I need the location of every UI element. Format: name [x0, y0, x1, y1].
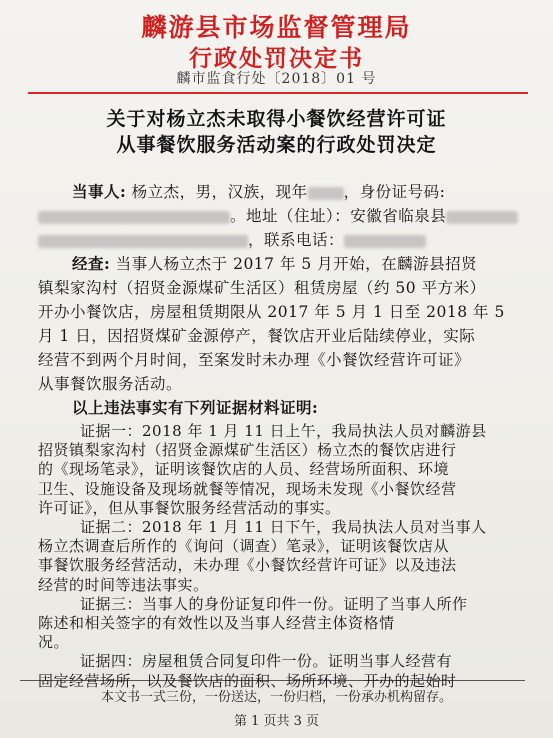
- party-phone-label: ，联系电话：: [248, 231, 345, 249]
- findings-line-3: 开办小餐饮店，房屋租赁期限从 2017 年 5 月 1 日至 2018 年 5: [38, 303, 505, 321]
- party-line-3: [38, 228, 426, 250]
- party-name-text: 杨立杰，男，汉族，现年: [126, 183, 308, 201]
- evidence-line-9: 经营的时间等违法事实。: [38, 575, 209, 594]
- redacted-age: [308, 187, 344, 200]
- case-title-line-1: 关于对杨立杰未取得小餐饮经营许可证: [106, 108, 447, 130]
- evidence-line-2: 招贤镇梨家沟村（招贤金源煤矿生活区）杨立杰的餐饮店进行: [38, 441, 457, 460]
- findings-line-4: 月 1 日，因招贤煤矿金源停产，餐饮店开业后陆续停业，实际: [38, 327, 476, 345]
- footer-note: 本文书一式三份，一份送达，一份归档，一份承办机构留存。: [100, 690, 452, 705]
- party-id-label: ，身份证号码:: [343, 183, 446, 201]
- party-line-1: [72, 180, 445, 202]
- evidence-line-3: 的《现场笔录》，证明该餐饮店的人员、经营场所面积、环境: [38, 460, 450, 479]
- redacted-address-continued: [38, 235, 248, 248]
- evidence-line-5: 许可证》，但从事餐饮服务经营活动的事实。: [38, 498, 341, 517]
- redacted-phone: [344, 235, 426, 248]
- evidence-line-13: 证据四：房屋租赁合同复印件一份。证明当事人经营有: [80, 652, 453, 671]
- document-number: 麟市监食行处〔2018〕01 号: [176, 71, 377, 87]
- evidence-line-14: 固定经营场所，以及餐饮店的面积、场所环境、开办的起始时: [38, 671, 457, 690]
- redacted-address: [446, 211, 518, 224]
- party-label: 当事人:: [72, 182, 127, 201]
- findings-line-5: 经营不到两个月时间，至案发时未办理《小餐饮经营许可证》: [38, 351, 471, 369]
- evidence-line-8: 事餐饮服务经营活动，未办理《小餐饮经营许可证》以及违法: [38, 556, 457, 575]
- findings-text-0: 当事人杨立杰于 2017 年 5 月开始，在麟游县招贤: [110, 255, 478, 273]
- case-title-line-2: 从事餐饮服务活动案的行政处罚决定: [116, 134, 437, 156]
- redacted-id-number: [38, 211, 230, 224]
- findings-line-2: 镇梨家沟村（招贤金源煤矿生活区）租赁房屋（约 50 平方米）: [38, 279, 486, 297]
- evidence-line-10: 证据三：当事人的身份证复印件一份。证明了当事人所作: [80, 594, 468, 613]
- evidence-line-6: 证据二：2018 年 1 月 11 日下午，我局执法人员对当事人: [80, 518, 487, 536]
- evidence-line-12: 况。: [38, 633, 70, 652]
- evidence-line-11: 陈述和相关签字的有效性以及当事人经营主体资格情: [38, 614, 395, 632]
- findings-line-1: [72, 252, 477, 274]
- header-red-rule: [28, 92, 528, 94]
- findings-label: 经查:: [72, 254, 111, 273]
- document-type-title: 行政处罚决定书: [189, 45, 364, 72]
- issuing-authority-title: 麟游县市场监督管理局: [141, 13, 412, 42]
- evidence-heading: 以上违法事实有下列证据材料证明:: [72, 398, 319, 417]
- evidence-line-4: 卫生、设施设备及现场就餐等情况，现场未发现《小餐饮经营: [38, 479, 457, 498]
- evidence-line-7: 杨立杰调查后所作的《询问（调查）笔录》，证明该餐饮店从: [38, 537, 450, 556]
- evidence-line-1: 证据一：2018 年 1 月 11 日上午，我局执法人员对麟游县: [80, 422, 487, 440]
- party-line-2: [38, 204, 518, 226]
- party-address-text: 。地址（住址）：安徽省临泉县: [230, 207, 447, 225]
- page-number: 第 1 页共 3 页: [233, 714, 320, 729]
- findings-line-6: 从事餐饮服务活动。: [38, 375, 183, 393]
